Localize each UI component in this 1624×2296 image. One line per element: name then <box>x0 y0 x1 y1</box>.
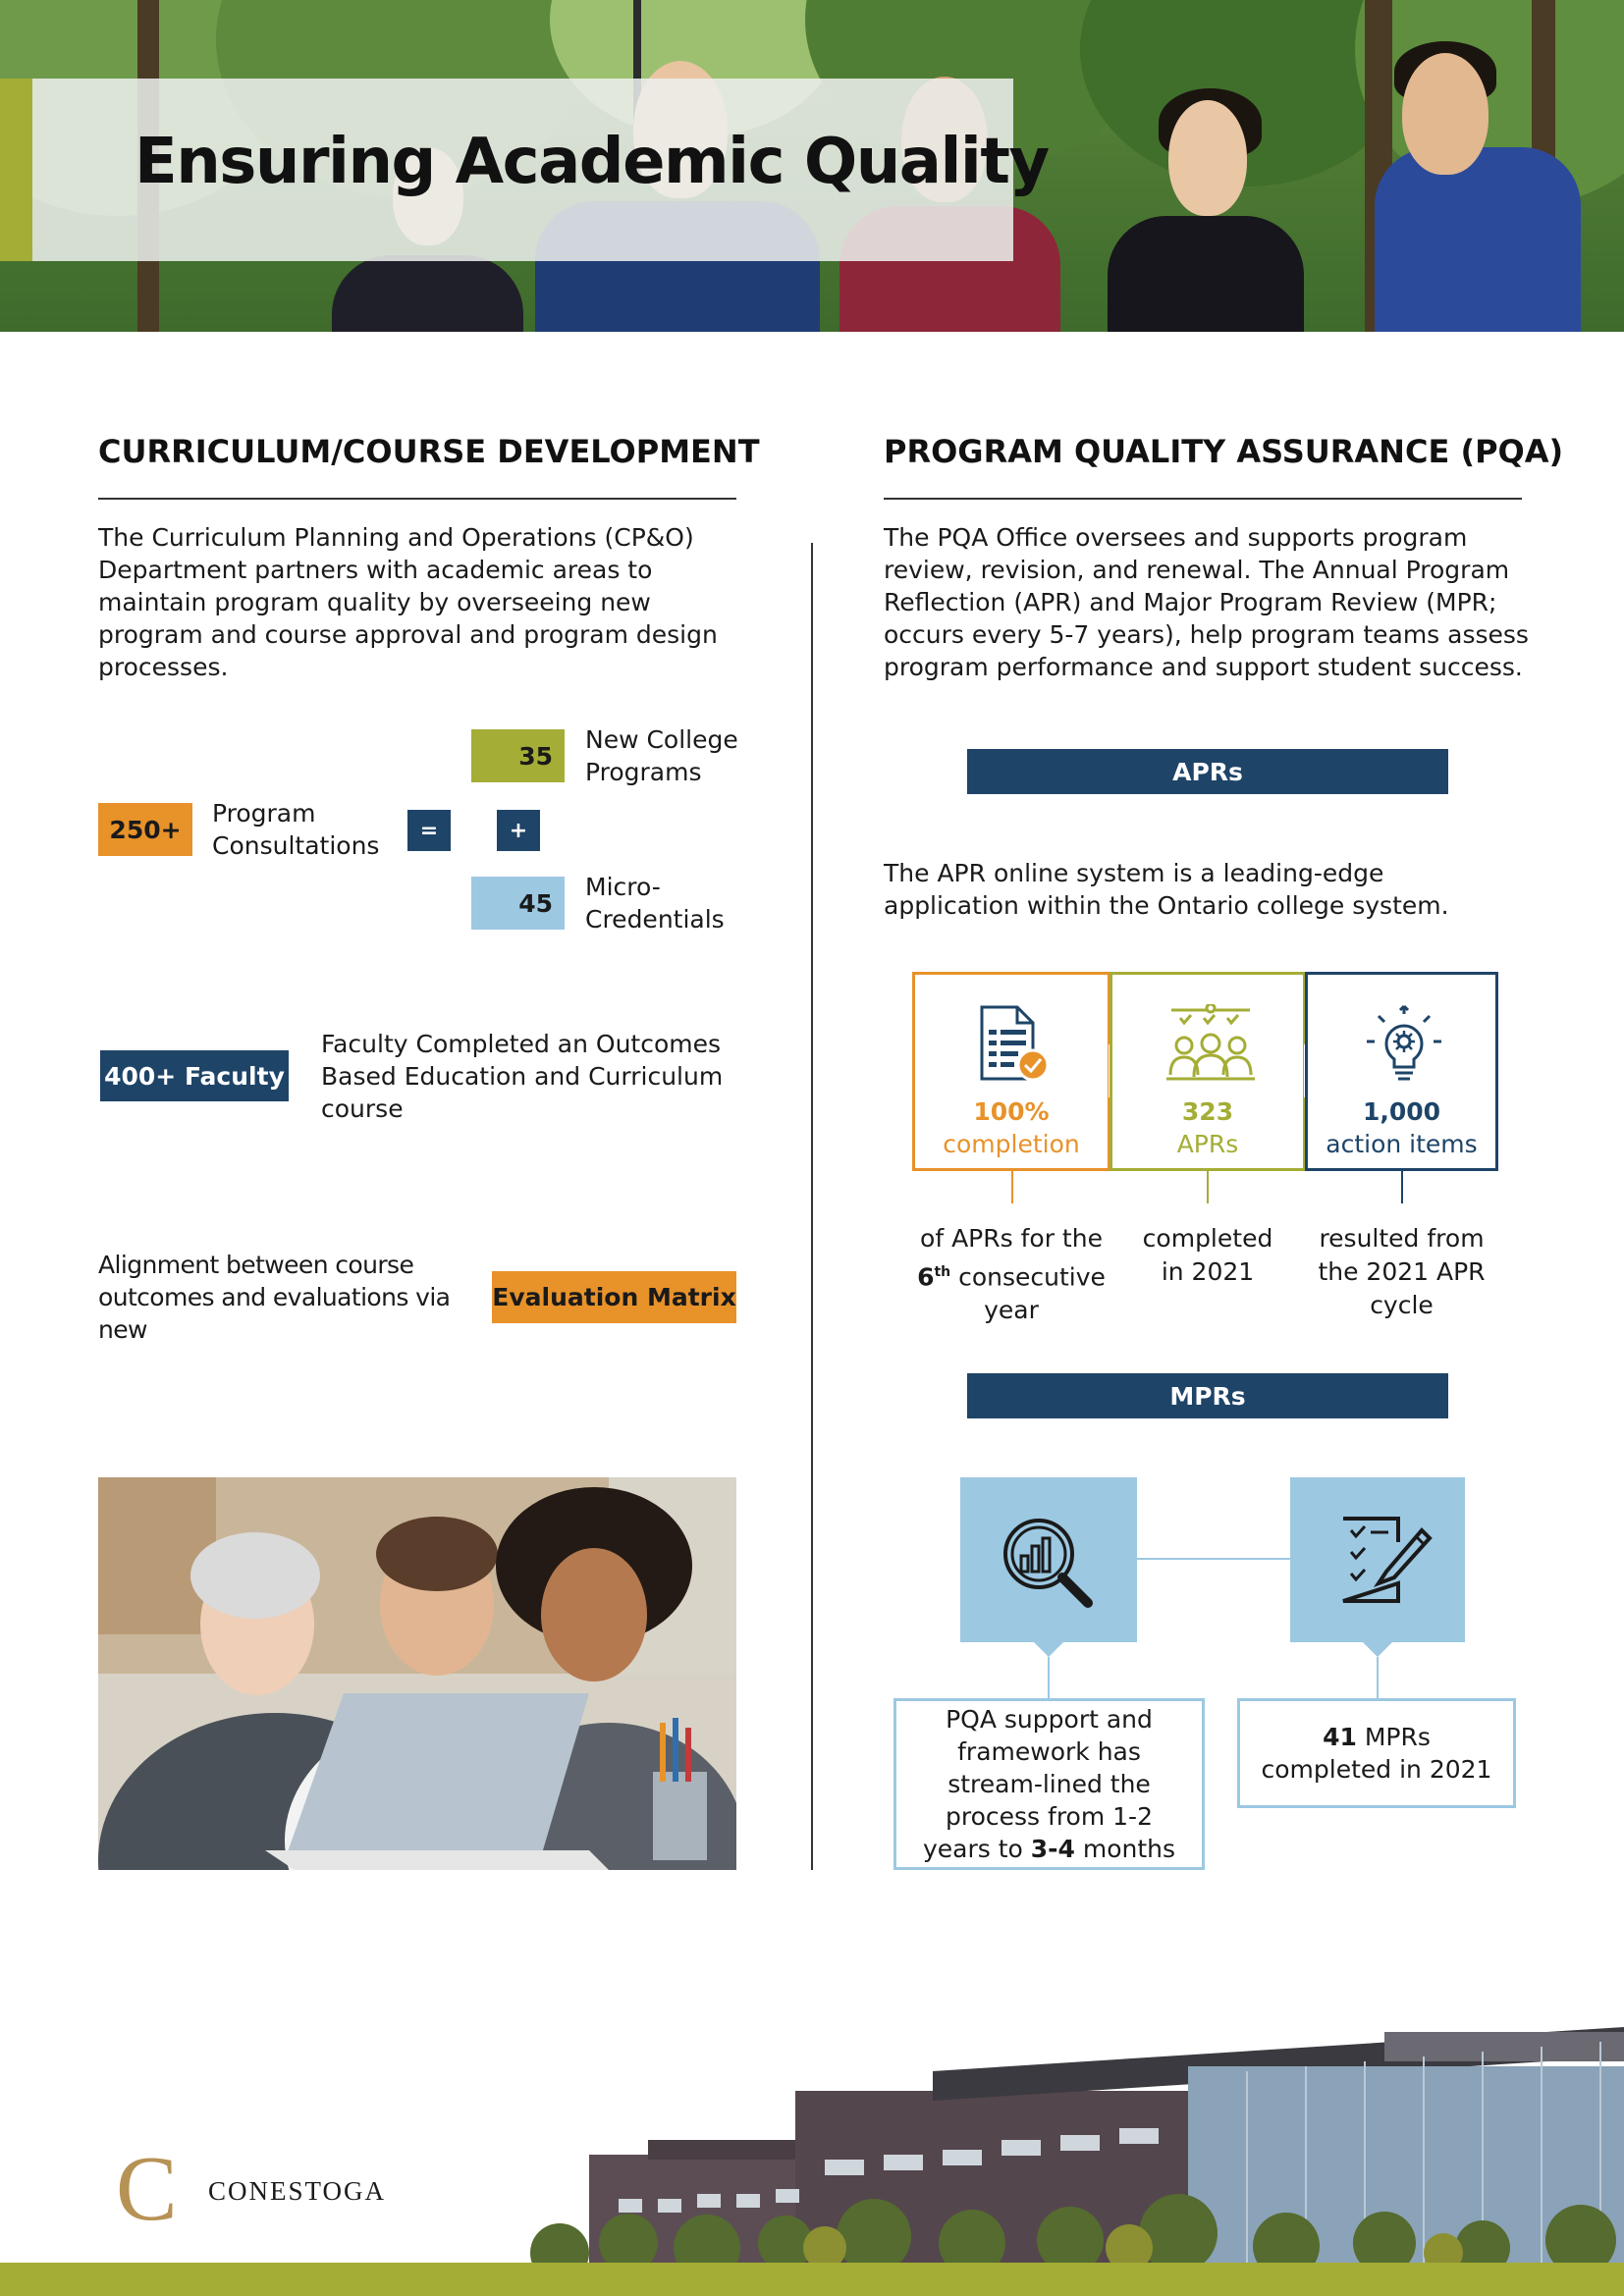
mpr-process-text-a: PQA support and framework has stream-lined the process from 1-2 years to <box>922 1705 1153 1863</box>
page-title: Ensuring Academic Quality <box>135 126 1049 198</box>
micro-credentials-label: Micro-Credentials <box>585 873 725 934</box>
campus-building-photo <box>501 2012 1624 2263</box>
column-divider <box>811 543 813 1870</box>
evaluation-matrix-badge: Evaluation Matrix <box>492 1271 736 1323</box>
apr-intro: The APR online system is a leading-edge application within the Ontario college system. <box>884 859 1449 920</box>
equals-sign: = <box>407 810 451 851</box>
consultations-label: Program Consultations <box>212 799 380 860</box>
mprs-bar: MPRs <box>967 1373 1448 1418</box>
mpr-completed-text <box>1258 1721 1495 1786</box>
footer-band <box>0 2263 1624 2296</box>
apr-caption-completion-line3: year <box>984 1296 1039 1325</box>
new-programs-label: New College Programs <box>585 725 738 786</box>
team-checklist-icon <box>1166 1004 1255 1083</box>
mpr-process-box <box>893 1698 1205 1870</box>
apr-count-value: 323 <box>1181 1097 1234 1126</box>
mpr-square-completed <box>1290 1477 1465 1642</box>
pqa-title: PROGRAM QUALITY ASSURANCE (PQA) <box>884 433 1564 470</box>
mpr-completed-label: MPRs completed in 2021 <box>1261 1723 1492 1784</box>
faculty-value: 400+ Faculty <box>100 1050 289 1101</box>
curriculum-rule <box>98 498 736 500</box>
curriculum-intro: The Curriculum Planning and Operations (CP&O) Department partners with academic areas to maintain program quality by overseeing new program and course approval and program design processes. <box>98 523 718 681</box>
plus-sign: + <box>497 810 540 851</box>
conestoga-logo-mark <box>116 2138 194 2240</box>
collaboration-photo <box>98 1477 736 1870</box>
title-accent <box>0 79 32 261</box>
apr-completion-label: completion <box>943 1130 1080 1158</box>
apr-caption-completion <box>903 1222 1119 1327</box>
alignment-text: Alignment between course outcomes and evaluations via new <box>98 1251 451 1344</box>
micro-credentials-value: 45 <box>471 877 565 930</box>
apr-completion-value: 100% <box>973 1097 1050 1126</box>
faculty-label: Faculty Completed an Outcomes Based Education and Curriculum course <box>321 1030 724 1123</box>
mpr-connector-2 <box>1377 1657 1379 1699</box>
mpr-completed-count: 41 <box>1323 1723 1357 1751</box>
apr-caption-completion-line1: of APRs for the <box>920 1224 1103 1253</box>
mpr-square-process <box>960 1477 1137 1642</box>
checklist-pencil-icon <box>1339 1515 1434 1605</box>
apr-caption-consecutive: consecutive <box>950 1262 1106 1292</box>
mpr-process-text <box>910 1703 1188 1865</box>
consultations-value: 250+ <box>98 803 192 856</box>
apr-caption-actions: resulted from the 2021 APR cycle <box>1318 1224 1486 1319</box>
apr-card-completion <box>912 972 1110 1171</box>
mpr-link-line <box>1137 1558 1290 1560</box>
curriculum-title: CURRICULUM/COURSE DEVELOPMENT <box>98 433 760 470</box>
apr-caption-completion-line2 <box>903 1255 1119 1294</box>
mpr-process-text-b: months <box>1074 1835 1176 1863</box>
pqa-rule <box>884 498 1522 500</box>
mpr-connector-1 <box>1048 1657 1050 1699</box>
new-programs-value: 35 <box>471 729 565 782</box>
apr-card-count <box>1110 972 1306 1171</box>
conestoga-logo-text: CONESTOGA <box>208 2176 387 2206</box>
connector-count <box>1207 1171 1209 1203</box>
pqa-intro: The PQA Office oversees and supports program review, revision, and renewal. The Annual Program Reflection (APR) and Major Program Review (MPR; occurs every 5-7 years), help program teams assess program performance and support student success. <box>884 523 1529 681</box>
apr-caption-ordinal-suffix: th <box>934 1264 951 1280</box>
aprs-bar: APRs <box>967 749 1448 794</box>
logo-letter: C <box>116 2138 178 2240</box>
apr-actions-label: action items <box>1326 1130 1478 1158</box>
apr-actions-value: 1,000 <box>1362 1097 1441 1126</box>
apr-card-actions <box>1305 972 1498 1171</box>
document-check-icon <box>978 1004 1051 1083</box>
mpr-completed-box <box>1237 1698 1516 1808</box>
apr-caption-ordinal: 6 <box>917 1262 935 1292</box>
apr-caption-count: completed in 2021 <box>1142 1224 1273 1286</box>
connector-completion <box>1011 1171 1013 1203</box>
magnifier-chart-icon <box>1000 1515 1098 1609</box>
lightbulb-gear-icon <box>1365 1004 1443 1083</box>
connector-actions <box>1401 1171 1403 1203</box>
mpr-process-months: 3-4 <box>1030 1835 1075 1863</box>
apr-count-label: APRs <box>1176 1130 1239 1158</box>
